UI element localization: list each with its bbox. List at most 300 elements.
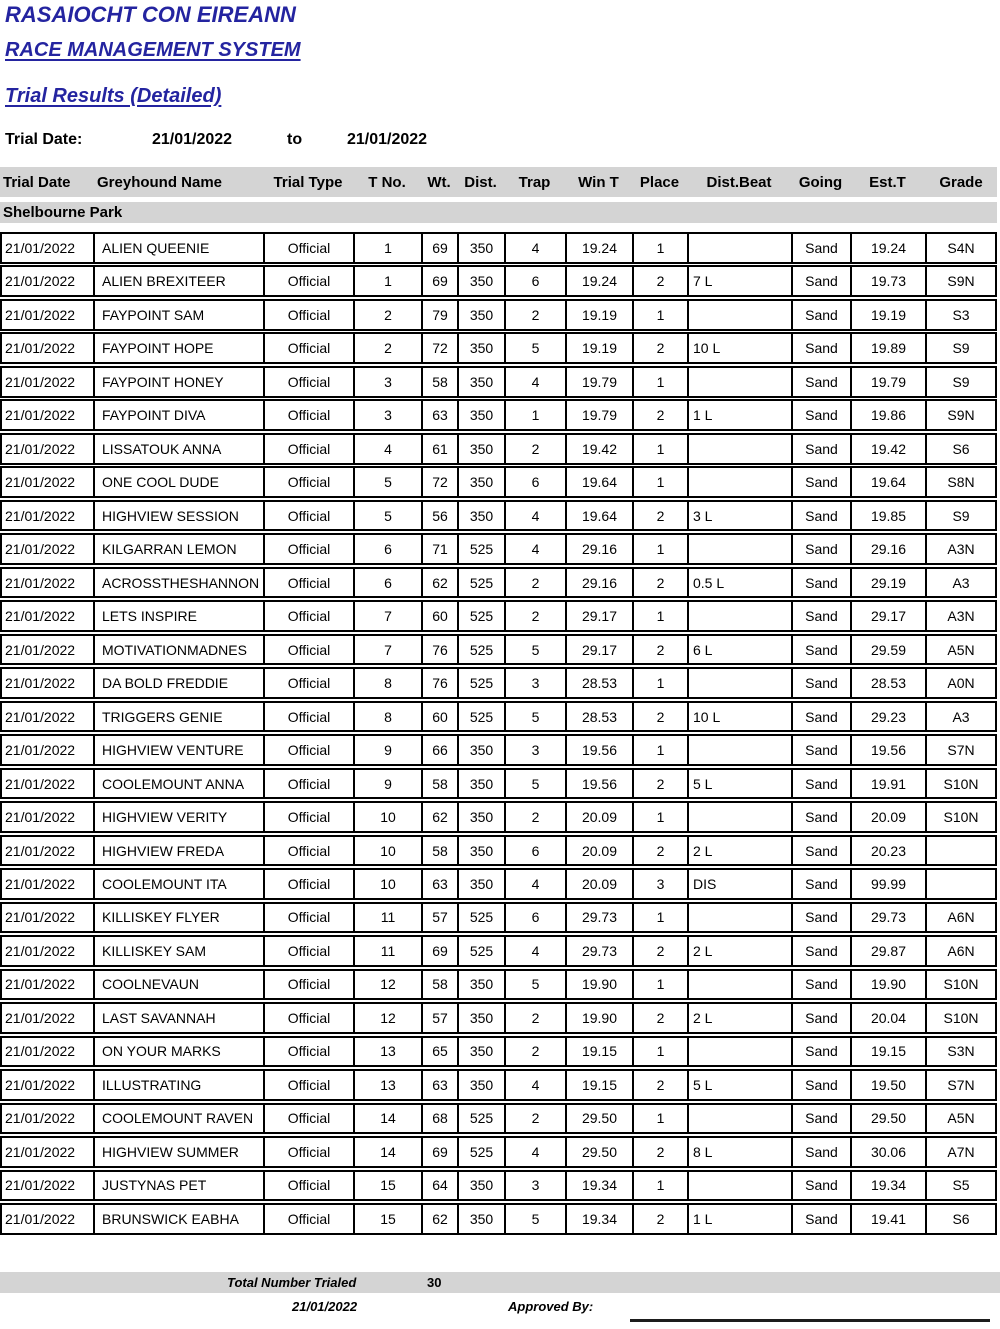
cell-going: Sand xyxy=(793,334,852,362)
column-header-dist: Dist. xyxy=(464,173,497,191)
cell-trial-date: 21/01/2022 xyxy=(2,971,95,999)
cell-place: 1 xyxy=(634,971,689,999)
cell-dist: 350 xyxy=(459,368,506,396)
approved-by-label: Approved By: xyxy=(508,1299,594,1314)
cell-greyhound-name: COOLEMOUNT RAVEN xyxy=(95,1105,265,1133)
cell-trap: 3 xyxy=(506,736,567,764)
cell-trial-date: 21/01/2022 xyxy=(2,870,95,898)
cell-t-no: 15 xyxy=(355,1172,423,1200)
cell-going: Sand xyxy=(793,937,852,965)
cell-trap: 4 xyxy=(506,937,567,965)
cell-place: 2 xyxy=(634,837,689,865)
cell-trial-date: 21/01/2022 xyxy=(2,602,95,630)
cell-t-no: 5 xyxy=(355,468,423,496)
cell-going: Sand xyxy=(793,301,852,329)
cell-going: Sand xyxy=(793,1038,852,1066)
cell-wt: 79 xyxy=(423,301,459,329)
cell-t-no: 6 xyxy=(355,569,423,597)
cell-dist-beat: 2 L xyxy=(689,837,793,865)
cell-win-t: 29.50 xyxy=(567,1138,634,1166)
cell-dist: 525 xyxy=(459,636,506,664)
cell-win-t: 19.64 xyxy=(567,468,634,496)
cell-t-no: 7 xyxy=(355,636,423,664)
cell-grade: A5N xyxy=(947,1110,975,1127)
cell-grade: S7N xyxy=(947,1076,975,1093)
cell-dist: 350 xyxy=(459,971,506,999)
cell-trap: 2 xyxy=(506,301,567,329)
cell-place: 1 xyxy=(634,535,689,563)
trial-date-to-value: 21/01/2022 xyxy=(347,131,428,148)
cell-dist-beat: 2 L xyxy=(689,937,793,965)
cell-trial-date: 21/01/2022 xyxy=(2,569,95,597)
cell-trial-type: Official xyxy=(265,1071,355,1099)
cell-win-t: 20.09 xyxy=(567,837,634,865)
column-header-trap: Trap xyxy=(518,173,551,191)
cell-greyhound-name: HIGHVIEW VERITY xyxy=(95,803,265,831)
cell-greyhound-name: HIGHVIEW FREDA xyxy=(95,837,265,865)
cell-wt: 76 xyxy=(423,636,459,664)
cell-place: 1 xyxy=(634,1105,689,1133)
cell-t-no: 9 xyxy=(355,736,423,764)
cell-win-t: 29.73 xyxy=(567,904,634,932)
cell-t-no: 1 xyxy=(355,267,423,295)
cell-trial-date: 21/01/2022 xyxy=(2,636,95,664)
cell-dist-beat xyxy=(689,669,793,697)
cell-t-no: 15 xyxy=(355,1205,423,1233)
cell-est-t: 29.59 xyxy=(852,636,927,664)
cell-win-t: 29.17 xyxy=(567,602,634,630)
cell-dist: 525 xyxy=(459,703,506,731)
cell-trap: 4 xyxy=(506,368,567,396)
cell-t-no: 14 xyxy=(355,1138,423,1166)
cell-place: 1 xyxy=(634,736,689,764)
cell-greyhound-name: KILGARRAN LEMON xyxy=(95,535,265,563)
cell-wt: 63 xyxy=(423,870,459,898)
cell-trap: 2 xyxy=(506,803,567,831)
cell-going: Sand xyxy=(793,971,852,999)
cell-going: Sand xyxy=(793,368,852,396)
cell-trap: 4 xyxy=(506,502,567,530)
cell-t-no: 5 xyxy=(355,502,423,530)
cell-going: Sand xyxy=(793,669,852,697)
cell-dist-beat: 1 L xyxy=(689,1205,793,1233)
cell-grade: S9 xyxy=(952,340,970,357)
column-header-dist-beat: Dist.Beat xyxy=(706,173,772,191)
cell-trial-type: Official xyxy=(265,1138,355,1166)
cell-place: 2 xyxy=(634,1138,689,1166)
cell-win-t: 19.34 xyxy=(567,1172,634,1200)
cell-dist-beat: 1 L xyxy=(689,401,793,429)
cell-trap: 2 xyxy=(506,1004,567,1032)
cell-greyhound-name: COOLEMOUNT ANNA xyxy=(95,770,265,798)
cell-grade: S10N xyxy=(943,809,979,826)
cell-win-t: 19.19 xyxy=(567,334,634,362)
cell-grade: A3 xyxy=(952,574,970,591)
cell-dist: 350 xyxy=(459,1038,506,1066)
cell-trial-type: Official xyxy=(265,870,355,898)
table-row xyxy=(0,1103,997,1135)
cell-est-t: 29.23 xyxy=(852,703,927,731)
cell-wt: 62 xyxy=(423,1205,459,1233)
column-header-trial-type: Trial Type xyxy=(273,173,343,191)
cell-wt: 58 xyxy=(423,837,459,865)
cell-place: 2 xyxy=(634,1071,689,1099)
cell-grade: A6N xyxy=(947,909,975,926)
cell-trial-date: 21/01/2022 xyxy=(2,937,95,965)
cell-wt: 64 xyxy=(423,1172,459,1200)
cell-wt: 60 xyxy=(423,703,459,731)
cell-trap: 6 xyxy=(506,837,567,865)
cell-place: 2 xyxy=(634,636,689,664)
cell-dist-beat: 10 L xyxy=(689,334,793,362)
cell-place: 1 xyxy=(634,368,689,396)
cell-grade: A3N xyxy=(947,541,975,558)
cell-greyhound-name: COOLNEVAUN xyxy=(95,971,265,999)
cell-win-t: 19.79 xyxy=(567,368,634,396)
column-header-greyhound-name: Greyhound Name xyxy=(97,173,223,191)
cell-trial-type: Official xyxy=(265,602,355,630)
cell-grade xyxy=(927,837,995,865)
cell-dist-beat: 7 L xyxy=(689,267,793,295)
cell-dist: 525 xyxy=(459,602,506,630)
cell-trial-type: Official xyxy=(265,770,355,798)
cell-win-t: 29.17 xyxy=(567,636,634,664)
cell-trial-type: Official xyxy=(265,502,355,530)
cell-greyhound-name: LETS INSPIRE xyxy=(95,602,265,630)
cell-dist-beat: 2 L xyxy=(689,1004,793,1032)
cell-going: Sand xyxy=(793,904,852,932)
cell-dist-beat: 5 L xyxy=(689,770,793,798)
cell-going: Sand xyxy=(793,1138,852,1166)
cell-dist: 525 xyxy=(459,535,506,563)
cell-trial-type: Official xyxy=(265,267,355,295)
cell-wt: 58 xyxy=(423,971,459,999)
cell-greyhound-name: FAYPOINT HOPE xyxy=(95,334,265,362)
cell-wt: 60 xyxy=(423,602,459,630)
cell-trial-type: Official xyxy=(265,301,355,329)
cell-grade: S10N xyxy=(943,775,979,792)
total-band xyxy=(0,1272,1000,1293)
cell-grade: S9 xyxy=(952,507,970,524)
cell-going: Sand xyxy=(793,770,852,798)
cell-win-t: 19.79 xyxy=(567,401,634,429)
cell-going: Sand xyxy=(793,1071,852,1099)
cell-wt: 66 xyxy=(423,736,459,764)
cell-win-t: 28.53 xyxy=(567,669,634,697)
cell-dist: 350 xyxy=(459,334,506,362)
to-label: to xyxy=(287,131,303,148)
cell-est-t: 30.06 xyxy=(852,1138,927,1166)
cell-t-no: 4 xyxy=(355,435,423,463)
cell-trial-type: Official xyxy=(265,435,355,463)
cell-trap: 4 xyxy=(506,1138,567,1166)
cell-win-t: 19.64 xyxy=(567,502,634,530)
cell-place: 2 xyxy=(634,401,689,429)
cell-wt: 56 xyxy=(423,502,459,530)
cell-grade: S10N xyxy=(943,1009,979,1026)
cell-win-t: 19.56 xyxy=(567,770,634,798)
cell-greyhound-name: DA BOLD FREDDIE xyxy=(95,669,265,697)
table-row xyxy=(0,1136,997,1168)
cell-win-t: 19.90 xyxy=(567,1004,634,1032)
cell-wt: 69 xyxy=(423,937,459,965)
cell-trap: 2 xyxy=(506,435,567,463)
cell-trial-date: 21/01/2022 xyxy=(2,1105,95,1133)
cell-going: Sand xyxy=(793,1172,852,1200)
cell-trial-type: Official xyxy=(265,1172,355,1200)
cell-place: 2 xyxy=(634,937,689,965)
cell-going: Sand xyxy=(793,267,852,295)
table-row xyxy=(0,1170,997,1202)
cell-t-no: 13 xyxy=(355,1071,423,1099)
cell-going: Sand xyxy=(793,703,852,731)
column-header-win-t: Win T xyxy=(578,173,619,191)
cell-trap: 6 xyxy=(506,904,567,932)
cell-win-t: 19.90 xyxy=(567,971,634,999)
cell-est-t: 19.64 xyxy=(852,468,927,496)
cell-going: Sand xyxy=(793,435,852,463)
cell-trap: 5 xyxy=(506,703,567,731)
cell-greyhound-name: LISSATOUK ANNA xyxy=(95,435,265,463)
table-row xyxy=(0,433,997,465)
cell-grade: A7N xyxy=(947,1143,975,1160)
cell-win-t: 19.24 xyxy=(567,234,634,262)
report-title: Trial Results (Detailed) xyxy=(5,85,222,107)
cell-wt: 61 xyxy=(423,435,459,463)
cell-dist: 350 xyxy=(459,234,506,262)
cell-wt: 57 xyxy=(423,904,459,932)
cell-trap: 5 xyxy=(506,971,567,999)
cell-t-no: 12 xyxy=(355,1004,423,1032)
cell-dist: 350 xyxy=(459,301,506,329)
column-header-est-t: Est.T xyxy=(869,173,906,191)
cell-trial-date: 21/01/2022 xyxy=(2,234,95,262)
cell-wt: 69 xyxy=(423,234,459,262)
cell-trial-date: 21/01/2022 xyxy=(2,904,95,932)
cell-dist-beat: 3 L xyxy=(689,502,793,530)
cell-grade: S6 xyxy=(952,1210,970,1227)
cell-place: 1 xyxy=(634,1038,689,1066)
cell-dist-beat xyxy=(689,1105,793,1133)
cell-trial-type: Official xyxy=(265,837,355,865)
cell-place: 2 xyxy=(634,770,689,798)
cell-trial-date: 21/01/2022 xyxy=(2,368,95,396)
cell-greyhound-name: LAST SAVANNAH xyxy=(95,1004,265,1032)
table-row xyxy=(0,902,997,934)
cell-win-t: 29.73 xyxy=(567,937,634,965)
cell-grade: S3N xyxy=(947,1043,975,1060)
cell-trial-date: 21/01/2022 xyxy=(2,435,95,463)
table-row xyxy=(0,232,997,264)
cell-greyhound-name: BRUNSWICK EABHA xyxy=(95,1205,265,1233)
cell-trial-type: Official xyxy=(265,368,355,396)
table-row xyxy=(0,1036,997,1068)
cell-grade: S6 xyxy=(952,440,970,457)
cell-place: 1 xyxy=(634,435,689,463)
signature-line xyxy=(630,1319,990,1322)
table-row xyxy=(0,734,997,766)
trial-date-from-value: 21/01/2022 xyxy=(152,131,233,148)
cell-est-t: 28.53 xyxy=(852,669,927,697)
cell-est-t: 19.89 xyxy=(852,334,927,362)
cell-dist: 525 xyxy=(459,1105,506,1133)
cell-wt: 63 xyxy=(423,1071,459,1099)
cell-greyhound-name: ALIEN QUEENIE xyxy=(95,234,265,262)
cell-est-t: 19.41 xyxy=(852,1205,927,1233)
footer-line xyxy=(0,1299,1000,1317)
cell-place: 1 xyxy=(634,803,689,831)
cell-dist-beat xyxy=(689,1172,793,1200)
cell-trial-type: Official xyxy=(265,1004,355,1032)
cell-wt: 68 xyxy=(423,1105,459,1133)
cell-dist: 350 xyxy=(459,1172,506,1200)
cell-going: Sand xyxy=(793,1105,852,1133)
cell-trial-type: Official xyxy=(265,334,355,362)
cell-wt: 63 xyxy=(423,401,459,429)
cell-est-t: 29.87 xyxy=(852,937,927,965)
cell-win-t: 19.15 xyxy=(567,1071,634,1099)
cell-trial-date: 21/01/2022 xyxy=(2,770,95,798)
cell-est-t: 29.73 xyxy=(852,904,927,932)
table-row xyxy=(0,1203,997,1235)
cell-greyhound-name: FAYPOINT HONEY xyxy=(95,368,265,396)
cell-dist: 350 xyxy=(459,803,506,831)
cell-wt: 58 xyxy=(423,770,459,798)
column-header-going: Going xyxy=(798,173,843,191)
cell-t-no: 3 xyxy=(355,401,423,429)
cell-trial-type: Official xyxy=(265,1205,355,1233)
cell-wt: 69 xyxy=(423,1138,459,1166)
cell-est-t: 19.19 xyxy=(852,301,927,329)
cell-dist-beat xyxy=(689,468,793,496)
table-row xyxy=(0,768,997,800)
table-row xyxy=(0,1069,997,1101)
cell-going: Sand xyxy=(793,736,852,764)
table-row xyxy=(0,567,997,599)
cell-place: 1 xyxy=(634,468,689,496)
cell-t-no: 3 xyxy=(355,368,423,396)
cell-win-t: 19.15 xyxy=(567,1038,634,1066)
cell-greyhound-name: ON YOUR MARKS xyxy=(95,1038,265,1066)
cell-going: Sand xyxy=(793,1205,852,1233)
cell-place: 2 xyxy=(634,703,689,731)
cell-dist-beat: DIS xyxy=(689,870,793,898)
cell-place: 2 xyxy=(634,1004,689,1032)
cell-dist-beat xyxy=(689,234,793,262)
cell-dist-beat: 0.5 L xyxy=(689,569,793,597)
cell-grade: A6N xyxy=(947,942,975,959)
cell-grade: S9 xyxy=(952,373,970,390)
cell-trap: 4 xyxy=(506,535,567,563)
cell-t-no: 7 xyxy=(355,602,423,630)
cell-est-t: 99.99 xyxy=(852,870,927,898)
cell-grade: A0N xyxy=(947,675,975,692)
table-row xyxy=(0,466,997,498)
cell-trial-date: 21/01/2022 xyxy=(2,334,95,362)
table-body xyxy=(0,232,997,1237)
cell-est-t: 19.50 xyxy=(852,1071,927,1099)
cell-dist-beat xyxy=(689,368,793,396)
cell-going: Sand xyxy=(793,234,852,262)
cell-dist-beat xyxy=(689,904,793,932)
cell-grade: S10N xyxy=(943,976,979,993)
cell-est-t: 29.50 xyxy=(852,1105,927,1133)
cell-est-t: 19.85 xyxy=(852,502,927,530)
column-header-place: Place xyxy=(639,173,680,191)
venue-section-header: Shelbourne Park xyxy=(0,202,997,223)
cell-greyhound-name: HIGHVIEW SUMMER xyxy=(95,1138,265,1166)
cell-t-no: 13 xyxy=(355,1038,423,1066)
cell-win-t: 19.34 xyxy=(567,1205,634,1233)
cell-greyhound-name: FAYPOINT SAM xyxy=(95,301,265,329)
cell-place: 1 xyxy=(634,301,689,329)
cell-dist-beat xyxy=(689,435,793,463)
cell-trial-date: 21/01/2022 xyxy=(2,703,95,731)
cell-greyhound-name: HIGHVIEW VENTURE xyxy=(95,736,265,764)
cell-place: 2 xyxy=(634,502,689,530)
cell-dist: 525 xyxy=(459,669,506,697)
cell-wt: 62 xyxy=(423,803,459,831)
cell-est-t: 19.42 xyxy=(852,435,927,463)
cell-trap: 2 xyxy=(506,569,567,597)
cell-trial-date: 21/01/2022 xyxy=(2,502,95,530)
cell-trial-date: 21/01/2022 xyxy=(2,1205,95,1233)
cell-trial-type: Official xyxy=(265,535,355,563)
cell-greyhound-name: ILLUSTRATING xyxy=(95,1071,265,1099)
cell-greyhound-name: ACROSSTHESHANNON xyxy=(95,569,265,597)
cell-dist-beat: 10 L xyxy=(689,703,793,731)
cell-est-t: 19.15 xyxy=(852,1038,927,1066)
cell-est-t: 19.91 xyxy=(852,770,927,798)
cell-dist: 350 xyxy=(459,736,506,764)
cell-trial-date: 21/01/2022 xyxy=(2,468,95,496)
cell-dist-beat: 5 L xyxy=(689,1071,793,1099)
cell-dist-beat: 8 L xyxy=(689,1138,793,1166)
cell-t-no: 6 xyxy=(355,535,423,563)
cell-place: 2 xyxy=(634,569,689,597)
cell-win-t: 29.16 xyxy=(567,569,634,597)
cell-wt: 62 xyxy=(423,569,459,597)
cell-est-t: 20.09 xyxy=(852,803,927,831)
cell-trial-type: Official xyxy=(265,401,355,429)
cell-trial-date: 21/01/2022 xyxy=(2,837,95,865)
cell-place: 1 xyxy=(634,602,689,630)
cell-win-t: 29.16 xyxy=(567,535,634,563)
cell-trap: 5 xyxy=(506,636,567,664)
cell-win-t: 28.53 xyxy=(567,703,634,731)
cell-going: Sand xyxy=(793,636,852,664)
table-row xyxy=(0,634,997,666)
cell-place: 3 xyxy=(634,870,689,898)
cell-grade: A3N xyxy=(947,608,975,625)
cell-dist: 350 xyxy=(459,1004,506,1032)
cell-trial-type: Official xyxy=(265,569,355,597)
cell-win-t: 29.50 xyxy=(567,1105,634,1133)
cell-dist: 350 xyxy=(459,870,506,898)
column-header-t-no: T No. xyxy=(368,173,406,191)
cell-trial-type: Official xyxy=(265,636,355,664)
cell-going: Sand xyxy=(793,401,852,429)
cell-wt: 57 xyxy=(423,1004,459,1032)
cell-t-no: 2 xyxy=(355,301,423,329)
cell-going: Sand xyxy=(793,502,852,530)
total-trialed-label: Total Number Trialed xyxy=(227,1275,357,1290)
cell-wt: 76 xyxy=(423,669,459,697)
cell-grade: S7N xyxy=(947,742,975,759)
cell-trap: 5 xyxy=(506,770,567,798)
cell-trap: 4 xyxy=(506,1071,567,1099)
cell-t-no: 2 xyxy=(355,334,423,362)
